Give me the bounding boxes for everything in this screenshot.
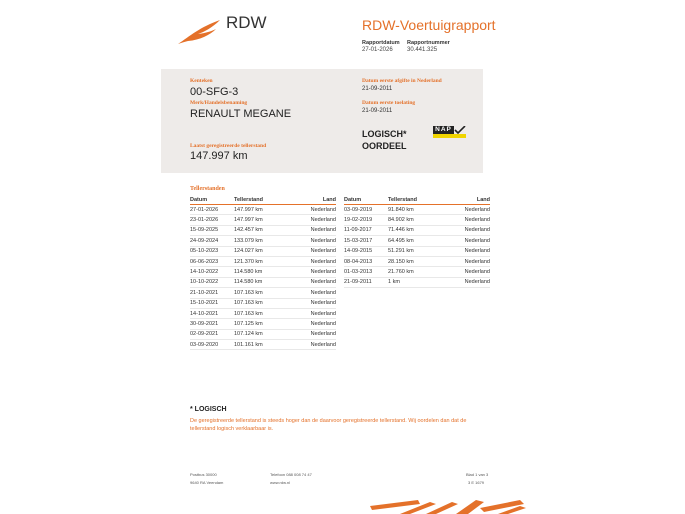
cell-tellerstand: 133.079 km xyxy=(234,236,294,246)
cell-datum: 05-10-2023 xyxy=(190,246,234,256)
table-row xyxy=(190,205,336,215)
cell-land: Nederland xyxy=(448,205,490,215)
cell-land: Nederland xyxy=(448,267,490,277)
cell-land: Nederland xyxy=(448,225,490,235)
cell-land: Nederland xyxy=(448,215,490,225)
cell-datum: 14-10-2022 xyxy=(190,267,234,277)
cell-datum: 30-09-2021 xyxy=(190,319,234,329)
toelating-label: Datum eerste toelating xyxy=(362,100,416,106)
cell-land: Nederland xyxy=(448,256,490,266)
cell-tellerstand: 64.495 km xyxy=(388,236,448,246)
footer-postbus: Postbus 30000 xyxy=(190,472,217,477)
cell-land: Nederland xyxy=(448,236,490,246)
cell-land: Nederland xyxy=(448,246,490,256)
cell-datum: 27-01-2026 xyxy=(190,205,234,215)
rapportdatum-label: Rapportdatum xyxy=(362,40,400,46)
cell-datum: 19-02-2019 xyxy=(344,215,388,225)
header-tellerstand: Tellerstand xyxy=(388,195,448,205)
cell-tellerstand: 21.760 km xyxy=(388,267,448,277)
table-row xyxy=(344,246,490,256)
footer-blad: Blad 1 van 3 xyxy=(466,472,489,477)
cell-land: Nederland xyxy=(448,277,490,287)
header-datum: Datum xyxy=(344,195,388,205)
cell-land: Nederland xyxy=(294,319,336,329)
oordeel-line1: LOGISCH* xyxy=(362,129,407,139)
table-row xyxy=(190,267,336,277)
rdw-logo-icon xyxy=(176,18,222,46)
rapportdatum-value: 27-01-2026 xyxy=(362,47,393,53)
table-row xyxy=(190,298,336,308)
cell-tellerstand: 71.446 km xyxy=(388,225,448,235)
kenteken-label: Kenteken xyxy=(190,78,213,84)
cell-tellerstand: 101.161 km xyxy=(234,340,294,350)
nap-badge xyxy=(433,126,466,138)
cell-datum: 08-04-2013 xyxy=(344,256,388,266)
table-row xyxy=(190,256,336,266)
cell-tellerstand: 28.150 km xyxy=(388,256,448,266)
cell-datum: 10-10-2022 xyxy=(190,277,234,287)
nap-text: NAP xyxy=(433,126,454,134)
cell-tellerstand: 51.291 km xyxy=(388,246,448,256)
cell-datum: 03-09-2019 xyxy=(344,205,388,215)
tellerstanden-title: Tellerstanden xyxy=(190,186,225,192)
table-row xyxy=(344,236,490,246)
report-title: RDW-Voertuigrapport xyxy=(362,17,496,33)
cell-land: Nederland xyxy=(294,246,336,256)
table-row xyxy=(344,205,490,215)
cell-tellerstand: 107.125 km xyxy=(234,319,294,329)
cell-tellerstand: 84.902 km xyxy=(388,215,448,225)
cell-tellerstand: 107.124 km xyxy=(234,329,294,339)
table-row xyxy=(190,308,336,318)
table-row xyxy=(344,225,490,235)
afgifte-value: 21-09-2011 xyxy=(362,86,393,92)
teller-value: 147.997 km xyxy=(190,150,248,162)
toelating-value: 21-09-2011 xyxy=(362,108,393,114)
cell-land: Nederland xyxy=(294,308,336,318)
cell-datum: 24-09-2024 xyxy=(190,236,234,246)
cell-land: Nederland xyxy=(294,329,336,339)
cell-datum: 21-09-2011 xyxy=(344,277,388,287)
header-land: Land xyxy=(294,195,336,205)
check-icon xyxy=(454,126,466,134)
table-row xyxy=(190,340,336,350)
footnote-text: De geregistreerde tellerstand is steeds hoger dan de daarvoor geregistreerde tellerstand. Wij oordelen dan dat de tellerstand logisch verklaarbaar is. xyxy=(190,418,467,432)
merk-value: RENAULT MEGANE xyxy=(190,108,292,120)
footer-plaats: 9640 RA Veendam xyxy=(190,480,224,485)
footnote-title: * LOGISCH xyxy=(190,406,227,413)
logo-text: RDW xyxy=(226,13,267,32)
cell-land: Nederland xyxy=(294,340,336,350)
table-row xyxy=(190,277,336,287)
cell-land: Nederland xyxy=(294,236,336,246)
cell-datum: 14-09-2015 xyxy=(344,246,388,256)
tellerstanden-table-right xyxy=(344,195,490,288)
cell-datum: 11-09-2017 xyxy=(344,225,388,235)
cell-land: Nederland xyxy=(294,267,336,277)
oordeel-line2: OORDEEL xyxy=(362,141,407,151)
cell-tellerstand: 124.027 km xyxy=(234,246,294,256)
cell-land: Nederland xyxy=(294,288,336,298)
header-land: Land xyxy=(448,195,490,205)
table-row xyxy=(190,225,336,235)
table-row xyxy=(344,256,490,266)
cell-land: Nederland xyxy=(294,225,336,235)
cell-land: Nederland xyxy=(294,256,336,266)
teller-label: Laatst geregistreerde tellerstand xyxy=(190,143,267,149)
footer-code: 3 E 1679 xyxy=(468,480,485,485)
cell-datum: 02-09-2021 xyxy=(190,329,234,339)
kenteken-value: 00-SFG-3 xyxy=(190,86,239,98)
cell-datum: 21-10-2021 xyxy=(190,288,234,298)
table-row xyxy=(190,329,336,339)
merk-label: Merk/Handelsbenaming xyxy=(190,100,248,106)
table-row xyxy=(344,215,490,225)
cell-tellerstand: 91.840 km xyxy=(388,205,448,215)
cell-land: Nederland xyxy=(294,205,336,215)
table-row xyxy=(344,267,490,277)
table-row xyxy=(344,277,490,287)
cell-tellerstand: 107.163 km xyxy=(234,288,294,298)
footer-website: www.rdw.nl xyxy=(270,480,291,485)
oordeel xyxy=(362,128,407,152)
cell-tellerstand: 142.457 km xyxy=(234,225,294,235)
table-row xyxy=(190,236,336,246)
cell-tellerstand: 107.163 km xyxy=(234,298,294,308)
cell-land: Nederland xyxy=(294,215,336,225)
header-datum: Datum xyxy=(190,195,234,205)
table-row xyxy=(190,246,336,256)
table-header-row xyxy=(344,195,490,205)
cell-land: Nederland xyxy=(294,277,336,287)
table-row xyxy=(190,215,336,225)
cell-tellerstand: 107.163 km xyxy=(234,308,294,318)
cell-datum: 23-01-2026 xyxy=(190,215,234,225)
cell-land: Nederland xyxy=(294,298,336,308)
decorative-stripes-icon xyxy=(360,494,530,514)
cell-datum: 15-03-2017 xyxy=(344,236,388,246)
table-row xyxy=(190,288,336,298)
cell-datum: 14-10-2021 xyxy=(190,308,234,318)
afgifte-label: Datum eerste afgifte in Nederland xyxy=(362,78,442,84)
cell-tellerstand: 114.580 km xyxy=(234,267,294,277)
cell-tellerstand: 114.580 km xyxy=(234,277,294,287)
cell-tellerstand: 147.997 km xyxy=(234,205,294,215)
footer-telefoon: Telefoon 088 008 74 47 xyxy=(270,472,312,477)
cell-tellerstand: 147.997 km xyxy=(234,215,294,225)
table-row xyxy=(190,319,336,329)
cell-datum: 03-09-2020 xyxy=(190,340,234,350)
cell-datum: 15-09-2025 xyxy=(190,225,234,235)
table-header-row xyxy=(190,195,336,205)
rapportnummer-label: Rapportnummer xyxy=(407,40,450,46)
rapportnummer-value: 30.441.325 xyxy=(407,47,438,53)
cell-tellerstand: 1 km xyxy=(388,277,448,287)
nap-yellow-bar xyxy=(433,134,466,138)
tellerstanden-table-left xyxy=(190,195,336,350)
cell-datum: 06-06-2023 xyxy=(190,256,234,266)
cell-datum: 01-03-2013 xyxy=(344,267,388,277)
cell-datum: 15-10-2021 xyxy=(190,298,234,308)
cell-tellerstand: 121.370 km xyxy=(234,256,294,266)
header-tellerstand: Tellerstand xyxy=(234,195,294,205)
